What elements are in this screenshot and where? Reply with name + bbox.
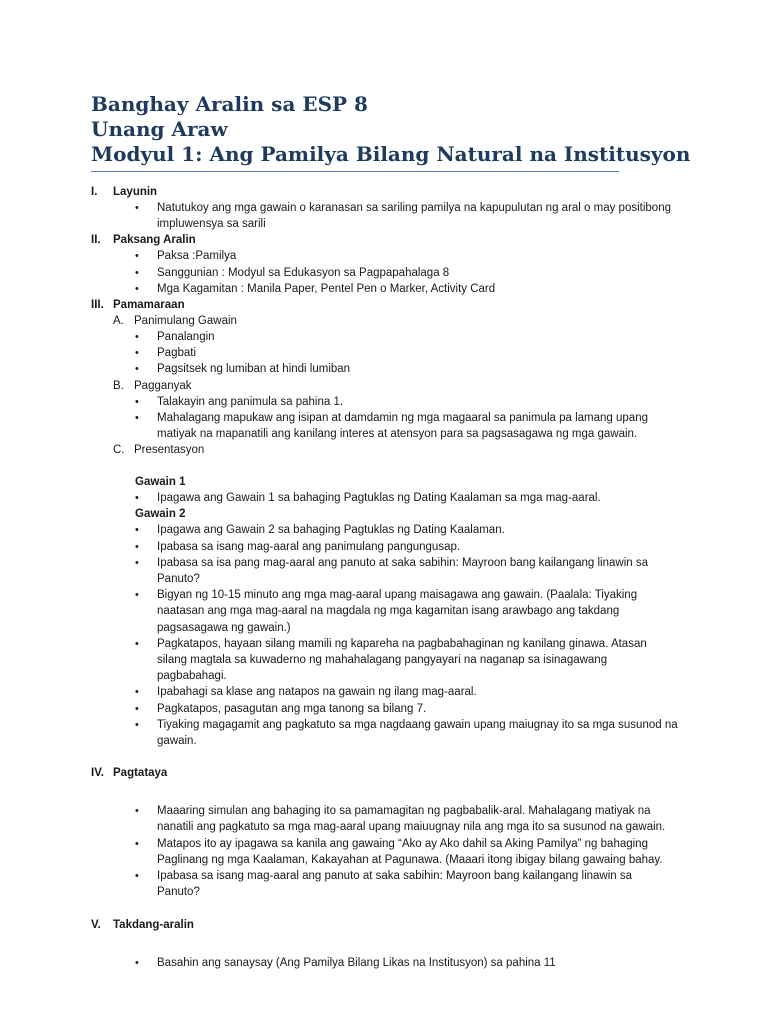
list-item	[0, 281, 768, 297]
list-item	[0, 684, 768, 700]
list-item-text: Matapos ito ay ipagawa sa kanila ang gawaing “Ako ay Ako dahil sa Aking Pamilya” ng bahaging Paglinang ng mga Kaalaman, Kakayahan at Pagunawa. (Maaari itong ibigay bilang gawaing bahay.	[157, 837, 663, 866]
bullet-icon: •	[135, 718, 139, 731]
subsection-heading-pagganyak	[0, 378, 768, 394]
list-item	[0, 555, 768, 587]
bullet-icon: •	[135, 202, 139, 214]
list-item-text: Bigyan ng 10-15 minuto ang mga mag-aaral upang maisagawa ang gawain. (Paalala: Tiyaking naatasan ang mga mag-aaral na magdala ng mga kagamitan isang arawbago ang takdang pagsasagawa ng gawain.)	[157, 589, 638, 634]
section-label: Pagtataya	[113, 767, 168, 780]
subsection-letter: C.	[113, 444, 125, 457]
title-line-1: Banghay Aralin sa ESP 8	[91, 92, 368, 116]
section-number: V.	[91, 918, 101, 931]
bullet-icon: •	[135, 282, 139, 295]
section-number: I.	[91, 186, 98, 198]
list-item	[0, 394, 768, 410]
list-item-text: Ipagawa ang Gawain 1 sa bahaging Pagtuklas ng Dating Kaalaman sa mga mag-aaral.	[157, 492, 601, 505]
list-item-text: Sanggunian : Modyul sa Edukasyon sa Pagpapahalaga 8	[157, 266, 450, 279]
section-label: Layunin	[113, 186, 158, 198]
list-item	[0, 345, 768, 361]
list-item-text: Ipabasa sa isang mag-aaral ang panimulang pangungusap.	[157, 540, 461, 553]
section-label: Takdang-aralin	[113, 918, 194, 931]
bullet-icon: •	[135, 250, 139, 263]
list-item	[0, 636, 768, 685]
list-item-text: Natutukoy ang mga gawain o karanasan sa sariling pamilya na kapupulutan ng aral o may positibong impluwensya sa sarili	[157, 202, 671, 231]
section-heading-pamamaraan	[0, 297, 768, 313]
spacer	[0, 458, 768, 474]
spacer	[0, 749, 768, 765]
subsection-heading-presentasyon	[0, 442, 768, 458]
bullet-icon: •	[135, 347, 139, 360]
section-number: II.	[91, 234, 101, 247]
list-item-text: Basahin ang sanaysay (Ang Pamilya Bilang Likas na Institusyon) sa pahina 11	[157, 956, 556, 969]
list-item	[0, 522, 768, 538]
list-item	[0, 836, 768, 868]
list-item	[0, 539, 768, 555]
bullet-icon: •	[135, 589, 139, 602]
list-item-text: Ipabasa sa isang mag-aaral ang panuto at saka sabihin: Mayroon bang kailangang linawin sa Panuto?	[157, 870, 633, 899]
section-label: Paksang Aralin	[113, 234, 196, 247]
list-item-text: Maaaring simulan ang bahaging ito sa pamamagitan ng pagbabalik-aral. Mahalagang matiyak na nanatili ang pagkatuto sa mga mag-aaral upang maiuugnay nila ang mga ito sa susunod na gawain.	[157, 805, 666, 834]
section-number: III.	[91, 299, 104, 312]
bullet-icon: •	[135, 395, 139, 408]
list-item-text: Ipabasa sa isa pang mag-aaral ang panuto at saka sabihin: Mayroon bang kailangang linawin sa Panuto?	[157, 556, 648, 586]
activity-heading-gawain-1: Gawain 1	[135, 476, 186, 489]
list-item-text: Talakayin ang panimula sa pahina 1.	[157, 395, 344, 408]
activity-heading-gawain-2: Gawain 2	[135, 508, 186, 521]
list-item	[0, 717, 768, 749]
list-item-text: Ipagawa ang Gawain 2 sa bahaging Pagtuklas ng Dating Kaalaman.	[157, 524, 505, 537]
subsection-label: Presentasyon	[134, 444, 205, 457]
bullet-icon: •	[135, 556, 139, 569]
list-item	[0, 868, 768, 900]
lesson-content	[0, 184, 768, 971]
list-item-text: Pagsitsek ng lumiban at hindi lumiban	[157, 363, 351, 376]
bullet-icon: •	[135, 524, 139, 537]
list-item-text: Paksa :Pamilya	[157, 250, 237, 263]
list-item-text: Tiyaking magagamit ang pagkatuto sa mga nagdaang gawain upang maiugnay ito sa mga susunod na gawain.	[157, 718, 678, 748]
subsection-heading-panimulang-gawain	[0, 313, 768, 329]
section-label: Pamamaraan	[113, 299, 185, 312]
title-line-2: Unang Araw	[91, 117, 228, 141]
bullet-icon: •	[135, 266, 139, 279]
bullet-icon: •	[135, 702, 139, 715]
subsection-letter: A.	[113, 315, 124, 328]
list-item	[0, 361, 768, 377]
bullet-icon: •	[135, 837, 139, 850]
list-item-text: Pagbati	[157, 347, 197, 360]
list-item	[0, 803, 768, 835]
list-item-text: Pagkatapos, hayaan silang mamili ng kapareha na pagbabahaginan ng kanilang ginawa. Atasan silang magtala sa kuwaderno ng mahahalagang pangyayari na naganap sa isinagawang pagbabahagi.	[157, 637, 647, 683]
list-item	[0, 200, 768, 232]
list-item	[0, 329, 768, 345]
bullet-icon: •	[135, 331, 139, 344]
title-divider	[91, 171, 619, 172]
subsection-label: Pagganyak	[134, 379, 192, 392]
list-item	[0, 265, 768, 281]
subsection-letter: B.	[113, 379, 124, 392]
bullet-icon: •	[135, 870, 139, 883]
section-heading-pagtataya	[0, 765, 768, 781]
list-item-text: Mga Kagamitan : Manila Paper, Pentel Pen o Marker, Activity Card	[157, 282, 496, 295]
document-title	[91, 92, 690, 167]
list-item	[0, 410, 768, 442]
section-heading-paksang-aralin	[0, 232, 768, 248]
bullet-icon: •	[135, 956, 139, 969]
section-heading-takdang-aralin	[0, 917, 768, 933]
spacer	[0, 901, 768, 917]
subsection-label: Panimulang Gawain	[134, 315, 237, 328]
list-item	[0, 248, 768, 264]
section-number: IV.	[91, 767, 105, 780]
list-item-text: Pagkatapos, pasagutan ang mga tanong sa bilang 7.	[157, 702, 427, 715]
bullet-icon: •	[135, 805, 139, 818]
list-item	[0, 955, 768, 971]
bullet-icon: •	[135, 637, 139, 650]
bullet-icon: •	[135, 492, 139, 505]
section-heading-layunin	[0, 184, 768, 200]
spacer	[0, 781, 768, 803]
list-item-text: Ipabahagi sa klase ang natapos na gawain ng ilang mag-aaral.	[157, 686, 477, 699]
bullet-icon: •	[135, 540, 139, 553]
bullet-icon: •	[135, 686, 139, 699]
list-item	[0, 701, 768, 717]
bullet-icon: •	[135, 411, 139, 424]
list-item-text: Panalangin	[157, 331, 215, 344]
list-item-text: Mahalagang mapukaw ang isipan at damdamin ng mga magaaral sa panimula pa lamang upang matiyak na mapanatili ang kanilang interes at atensyon para sa pagsasagawa ng mga gawain.	[157, 411, 648, 441]
list-item	[0, 490, 768, 506]
title-line-3: Modyul 1: Ang Pamilya Bilang Natural na Institusyon	[91, 142, 691, 166]
spacer	[0, 933, 768, 955]
list-item	[0, 587, 768, 636]
bullet-icon: •	[135, 363, 139, 376]
